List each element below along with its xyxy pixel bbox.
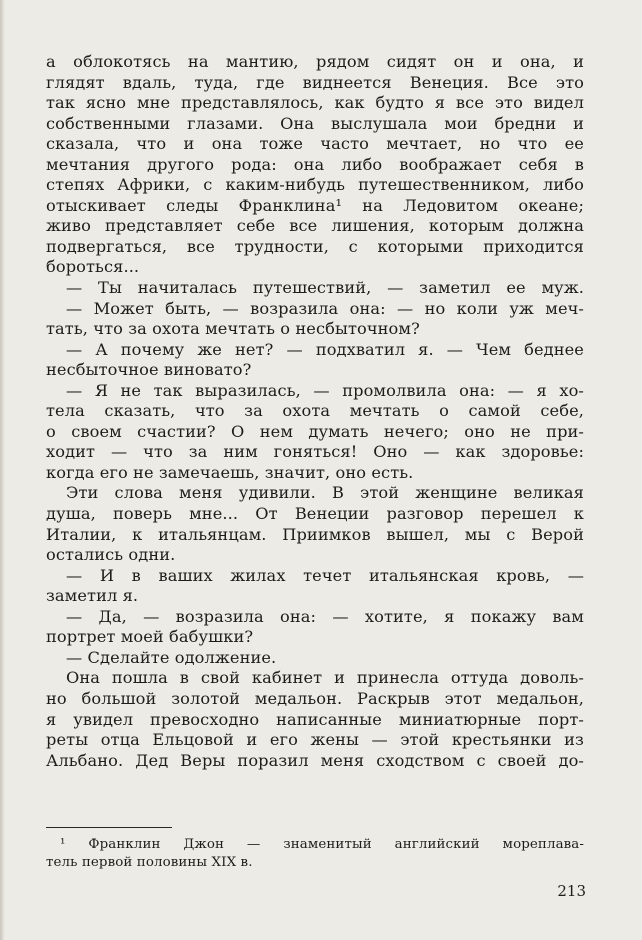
text-line: мечтания другого рода: она либо воображает себя в <box>46 154 584 174</box>
text-line: портрет моей бабушки? <box>46 627 254 647</box>
page-number: 213 <box>557 882 586 900</box>
text-line: — Я не так выразилась, — промолвила она: — я хо- <box>66 380 584 400</box>
text-line: Альбано. Дед Веры поразил меня сходством с своей до- <box>46 750 584 770</box>
text-line: — Да, — возразила она: — хотите, я покажу вам <box>66 606 584 626</box>
body-text <box>46 52 584 771</box>
text-line: остались одни. <box>46 545 176 565</box>
text-line: — Ты начиталась путешествий, — заметил ее муж. <box>66 278 584 298</box>
text-line: глядят вдаль, туда, где виднеется Венеция. Все это <box>46 72 584 92</box>
text-line: когда его не замечаешь, значит, оно есть. <box>46 462 414 482</box>
text-line: сказала, что и она тоже часто мечтает, но что ее <box>46 134 584 154</box>
text-line: тать, что за охота мечтать о несбыточном? <box>46 319 420 339</box>
text-line: живо представляет себе все лишения, которым должна <box>46 216 584 236</box>
text-line: собственными глазами. Она выслушала мои бредни и <box>46 113 584 133</box>
footnote-line: тель первой половины XIX в. <box>46 855 253 870</box>
text-line: тела сказать, что за охота мечтать о самой себе, <box>46 401 584 421</box>
text-line: — Сделайте одолжение. <box>66 647 277 667</box>
footnote-divider <box>46 827 172 828</box>
footnote-line: ¹ Франклин Джон — знаменитый английский мореплава- <box>60 837 584 852</box>
text-line: степях Африки, с каким-нибудь путешественником, либо <box>46 175 584 195</box>
text-line: душа, поверь мне... От Венеции разговор перешел к <box>46 504 584 524</box>
text-line: — Может быть, — возразила она: — но коли уж меч- <box>66 298 584 318</box>
text-line: так ясно мне представлялось, как будто я все это видел <box>46 93 584 113</box>
text-line: подвергаться, все трудности, с которыми приходится <box>46 236 584 256</box>
text-line: — А почему же нет? — подхватил я. — Чем беднее <box>66 339 584 359</box>
footnote <box>46 836 584 872</box>
text-line: но большой золотой медальон. Раскрыв этот медальон, <box>46 688 584 708</box>
text-line: бороться... <box>46 257 140 277</box>
text-line: заметил я. <box>46 586 139 606</box>
text-line: отыскивает следы Франклина¹ на Ледовитом океане; <box>46 195 584 215</box>
text-line: Италии, к итальянцам. Приимков вышел, мы с Верой <box>46 524 584 544</box>
text-line: а облокотясь на мантию, рядом сидят он и она, и <box>46 52 584 71</box>
binding-edge <box>0 0 5 940</box>
text-line: Эти слова меня удивили. В этой женщине великая <box>66 483 584 503</box>
text-line: — И в ваших жилах течет итальянская кровь, — <box>66 565 584 585</box>
text-line: Она пошла в свой кабинет и принесла оттуда доволь- <box>66 668 584 688</box>
text-line: реты отца Ельцовой и его жены — этой крестьянки из <box>46 730 584 750</box>
text-line: несбыточное виновато? <box>46 360 252 380</box>
text-line: ходит — что за ним гоняться! Оно — как здоровье: <box>46 442 584 462</box>
text-line: о своем счастии? О нем думать нечего; оно не при- <box>46 421 584 441</box>
text-line: я увидел превосходно написанные миниатюрные порт- <box>46 709 584 729</box>
